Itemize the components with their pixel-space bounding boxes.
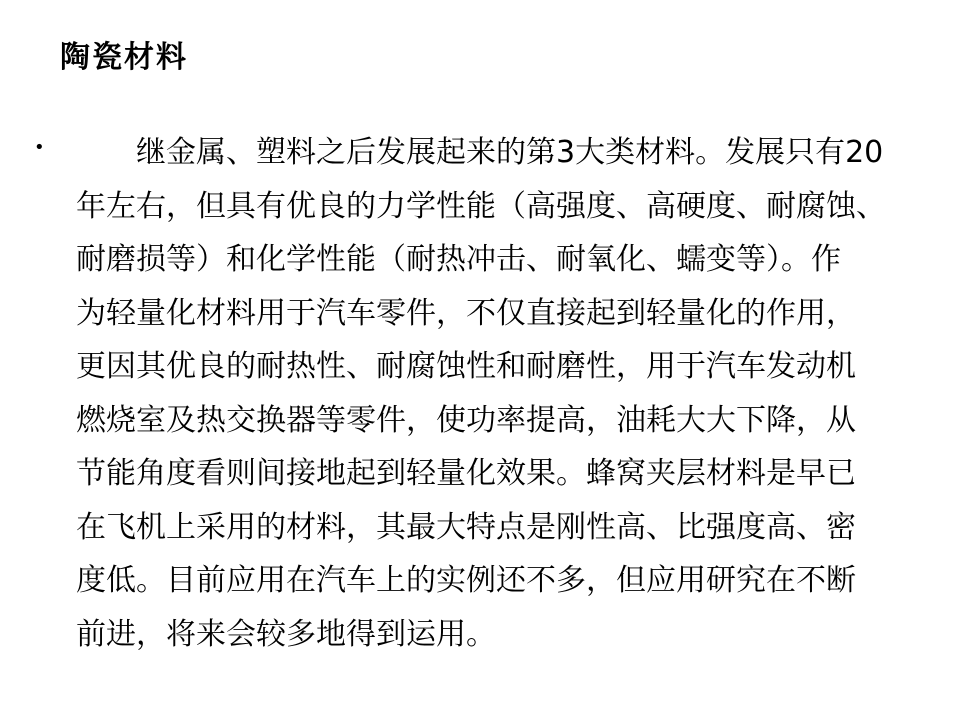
paragraph-line: 在飞机上采用的材料，其最大特点是刚性高、比强度高、密: [76, 509, 856, 545]
paragraph-line: 前进，将来会较多地得到运用。: [76, 616, 496, 652]
slide-title: 陶瓷材料: [60, 40, 188, 75]
bullet-marker: •: [34, 137, 45, 158]
paragraph-line: 更因其优良的耐热性、耐腐蚀性和耐磨性，用于汽车发动机: [76, 349, 856, 384]
paragraph-line: 继金属、塑料之后发展起来的第3大类材料。发展只有20: [136, 135, 884, 170]
paragraph-line: 年左右，但具有优良的力学性能（高强度、高硬度、耐腐蚀、: [76, 188, 886, 224]
paragraph-line: 燃烧室及热交换器等零件，使功率提高，油耗大大下降，从: [76, 402, 856, 438]
paragraph-line: 节能角度看则间接地起到轻量化效果。蜂窝夹层材料是早已: [76, 456, 856, 491]
paragraph-line: 度低。目前应用在汽车上的实例还不多，但应用研究在不断: [76, 563, 856, 598]
bullet-paragraph: [76, 126, 956, 661]
paragraph-line: 耐磨损等）和化学性能（耐热冲击、耐氧化、蠕变等）。作: [76, 242, 841, 277]
paragraph-line: 为轻量化材料用于汽车零件，不仅直接起到轻量化的作用，: [76, 295, 856, 331]
